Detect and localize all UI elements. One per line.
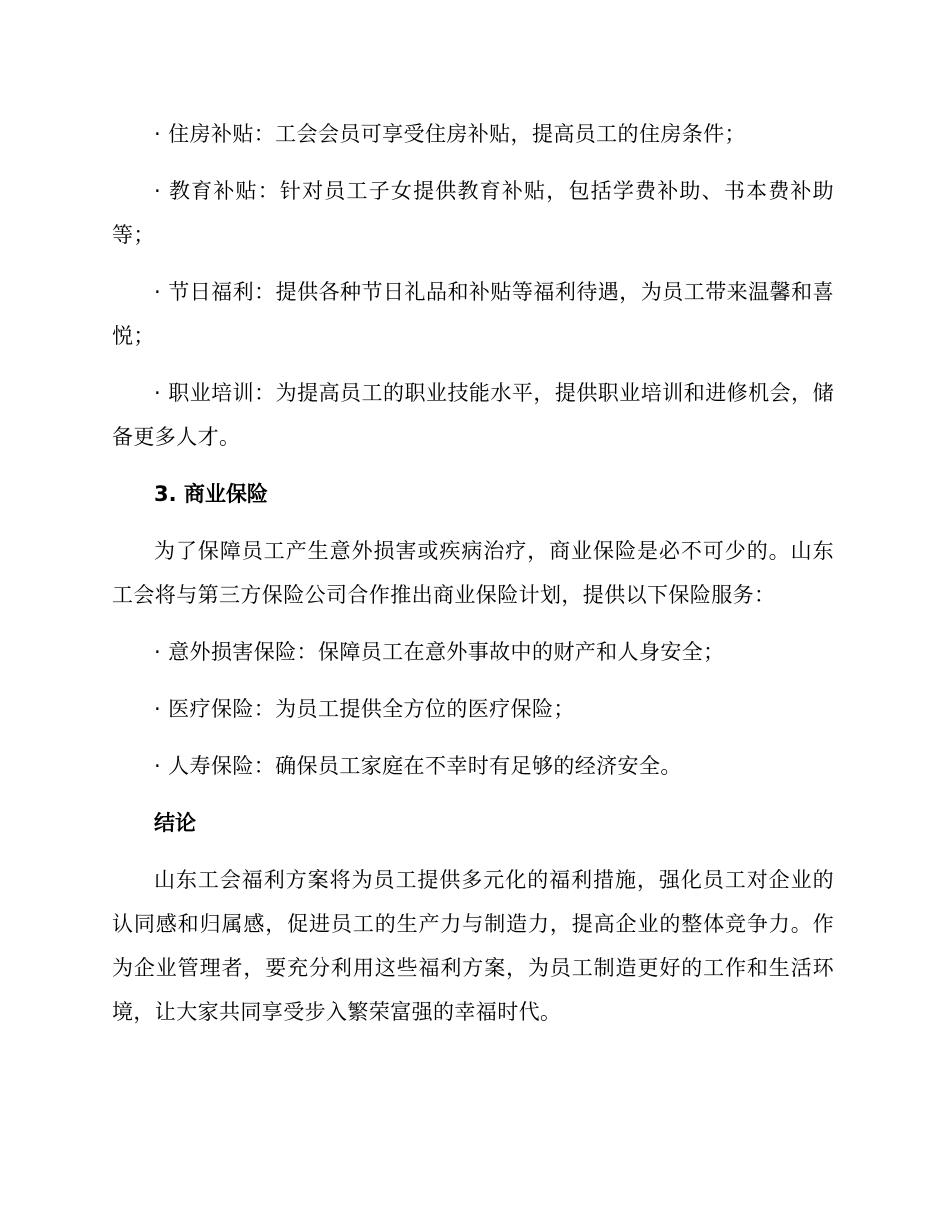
conclusion-heading: 结论 (154, 811, 196, 835)
insurance-item-life: · 人寿保险：确保员工家庭在不幸时有足够的经济安全。 (154, 754, 682, 778)
welfare-item-education: · 教育补贴：针对员工子女提供教育补贴，包括学费补助、书本费补助等； (112, 179, 834, 247)
welfare-item-housing: · 住房补贴：工会会员可享受住房补贴，提高员工的住房条件； (154, 122, 746, 146)
insurance-item-medical: · 医疗保险：为员工提供全方位的医疗保险； (154, 697, 575, 721)
welfare-item-training: · 职业培训：为提高员工的职业技能水平，提供职业培训和进修机会，储备更多人才。 (112, 381, 834, 449)
section-3-intro: 为了保障员工产生意外损害或疾病治疗，商业保险是必不可少的。山东工会将与第三方保险公司合作推出商业保险计划，提供以下保险服务： (112, 539, 834, 607)
section-3-heading: 3. 商业保险 (154, 482, 268, 506)
welfare-item-holiday: · 节日福利：提供各种节日礼品和补贴等福利待遇，为员工带来温馨和喜悦； (112, 280, 834, 348)
insurance-item-accident: · 意外损害保险：保障员工在意外事故中的财产和人身安全； (154, 640, 725, 664)
document-page (112, 112, 834, 1047)
conclusion-paragraph: 山东工会福利方案将为员工提供多元化的福利措施，强化员工对企业的认同感和归属感，促进员工的生产力与制造力，提高企业的整体竞争力。作为企业管理者，要充分利用这些福利方案，为员工制造更好的工作和生活环境，让大家共同享受步入繁荣富强的幸福时代。 (112, 868, 834, 1024)
